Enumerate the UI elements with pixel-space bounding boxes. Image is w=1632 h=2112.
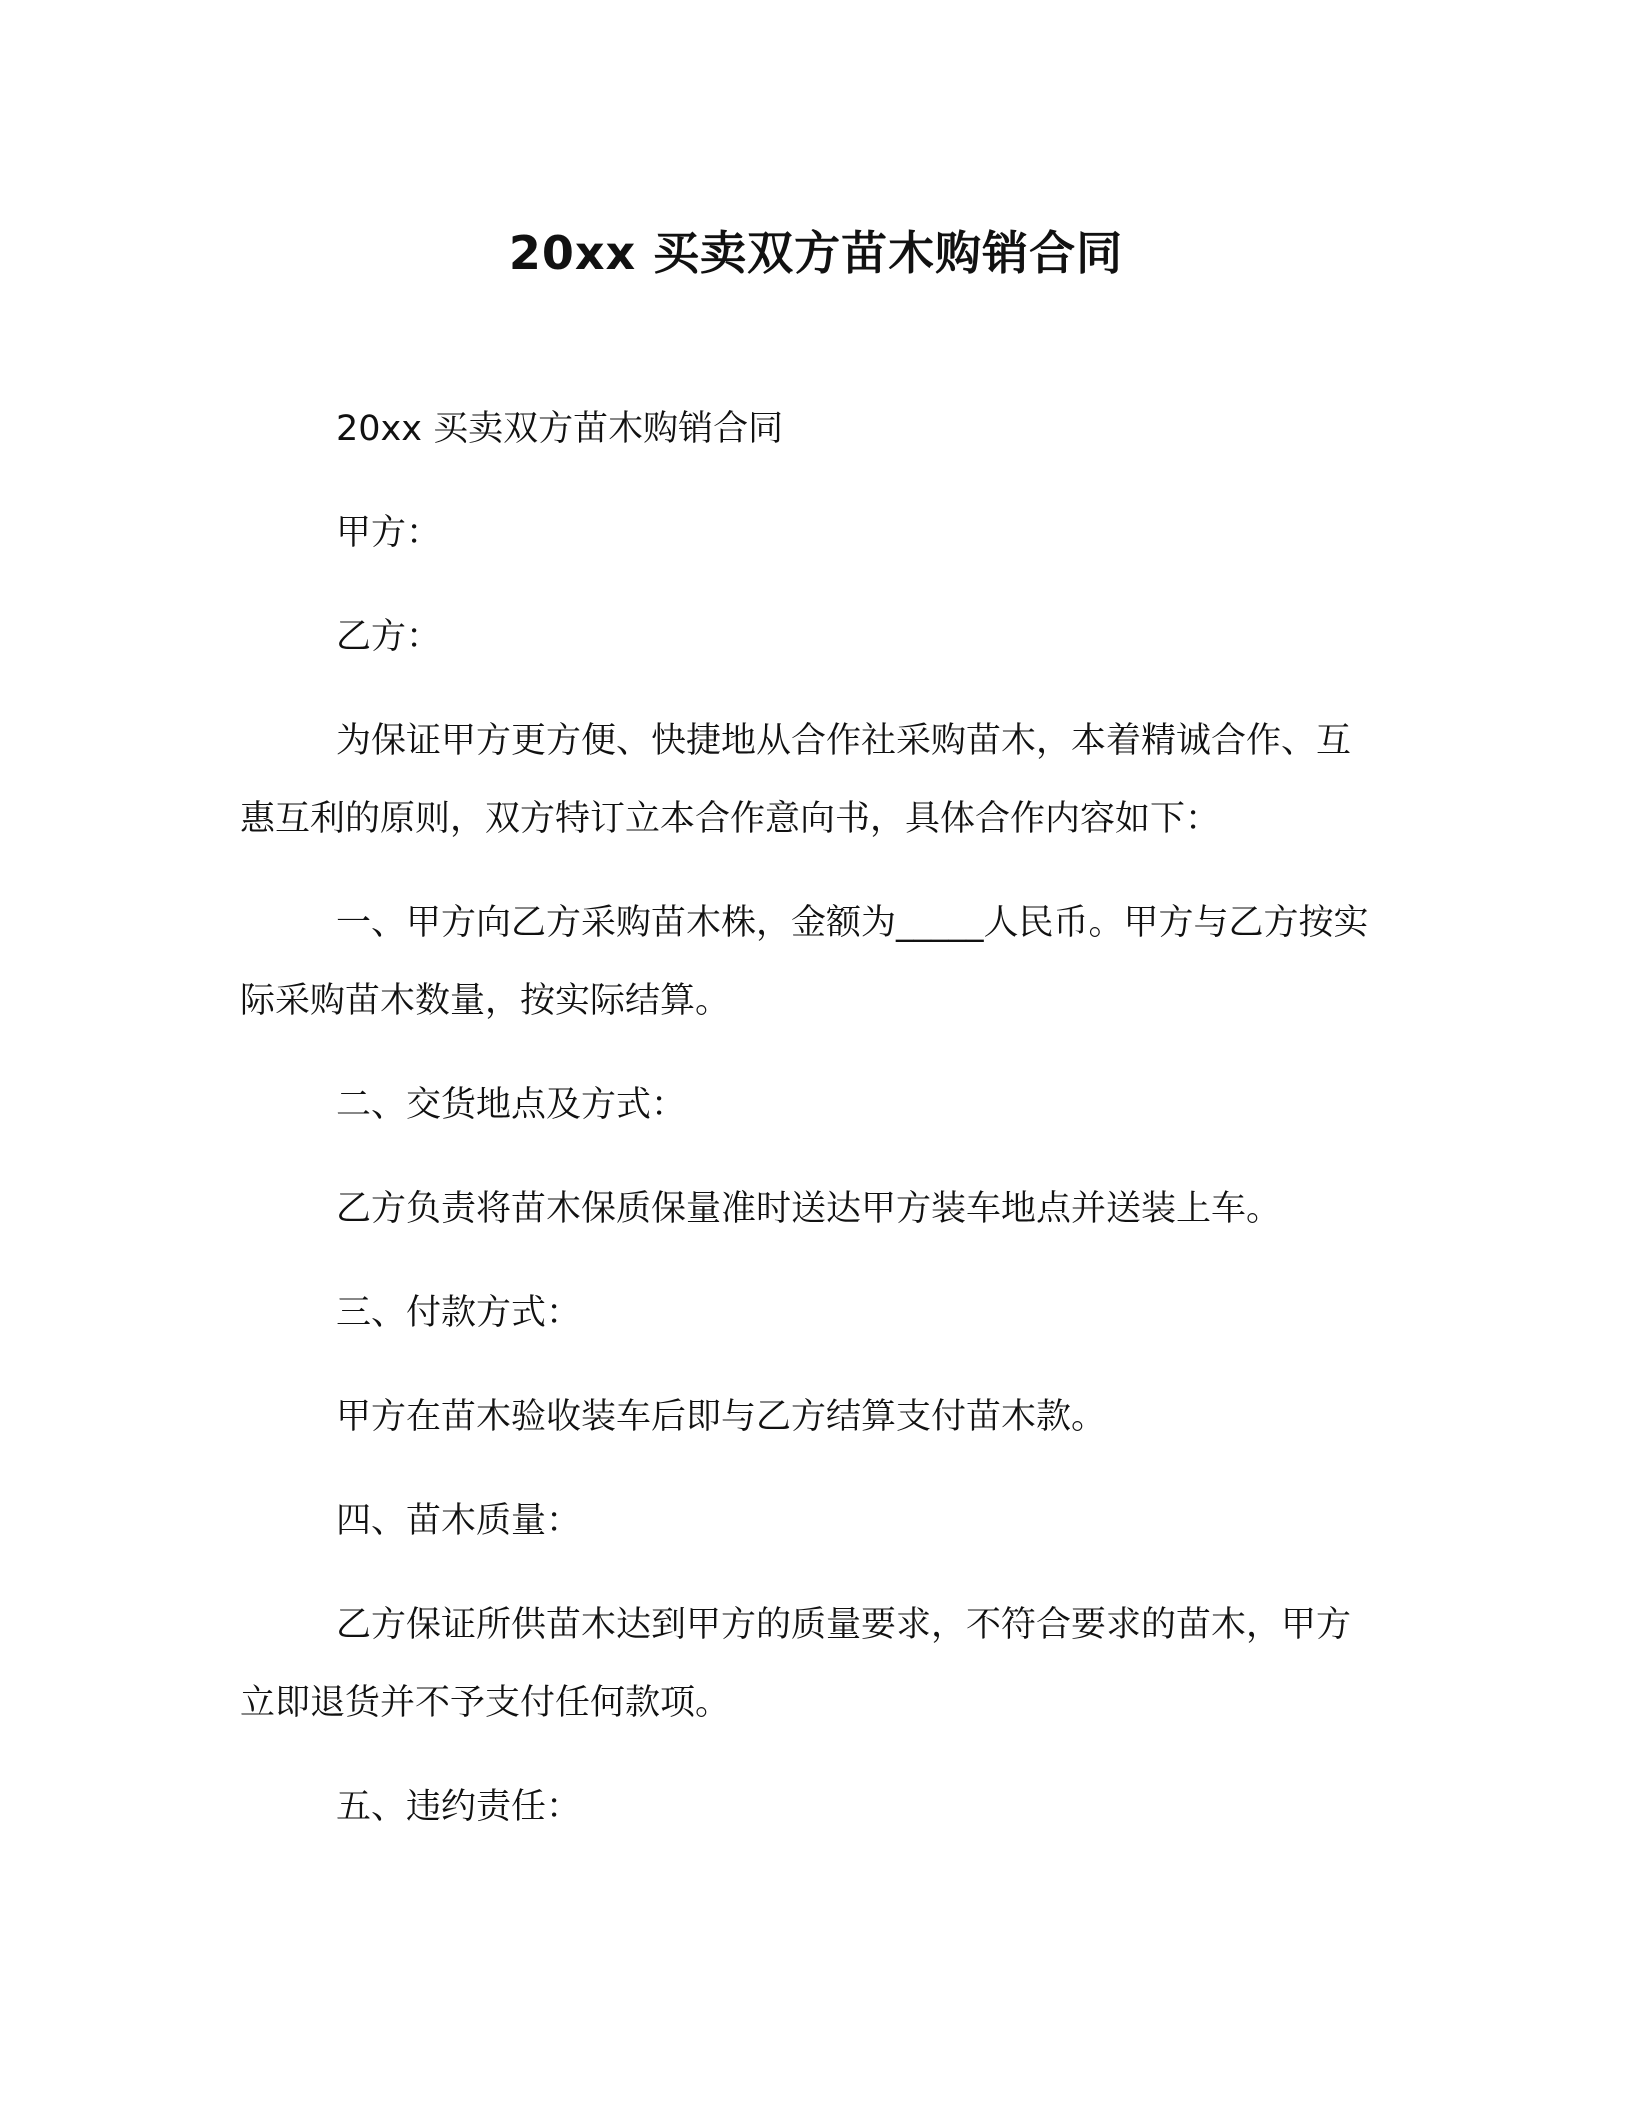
paragraph-section-1: 一、甲方向乙方采购苗木株，金额为_____人民币。甲方与乙方按实际采购苗木数量，按实际结算。 xyxy=(240,903,1369,1021)
paragraph-section-2-heading: 二、交货地点及方式： xyxy=(336,1085,687,1125)
paragraph-party-a: 甲方： xyxy=(336,513,442,553)
paragraph-section-3-body: 甲方在苗木验收装车后即与乙方结算支付苗木款。 xyxy=(336,1397,1107,1437)
document-body xyxy=(240,390,1370,1872)
paragraph-section-5-heading: 五、违约责任： xyxy=(336,1787,582,1827)
paragraph-section-3-heading: 三、付款方式： xyxy=(336,1293,582,1333)
paragraph-intro: 为保证甲方更方便、快捷地从合作社采购苗木，本着精诚合作、互惠互利的原则，双方特订立本合作意向书，具体合作内容如下： xyxy=(240,721,1352,839)
paragraph-subtitle: 20xx 买卖双方苗木购销合同 xyxy=(336,409,784,449)
paragraph-section-2-body: 乙方负责将苗木保质保量准时送达甲方装车地点并送装上车。 xyxy=(336,1189,1282,1229)
paragraph-party-b: 乙方： xyxy=(336,617,442,657)
paragraph-section-4-heading: 四、苗木质量： xyxy=(336,1501,582,1541)
document-title: 20xx 买卖双方苗木购销合同 xyxy=(508,226,1124,280)
paragraph-section-4-body: 乙方保证所供苗木达到甲方的质量要求，不符合要求的苗木，甲方立即退货并不予支付任何款项。 xyxy=(240,1605,1352,1723)
